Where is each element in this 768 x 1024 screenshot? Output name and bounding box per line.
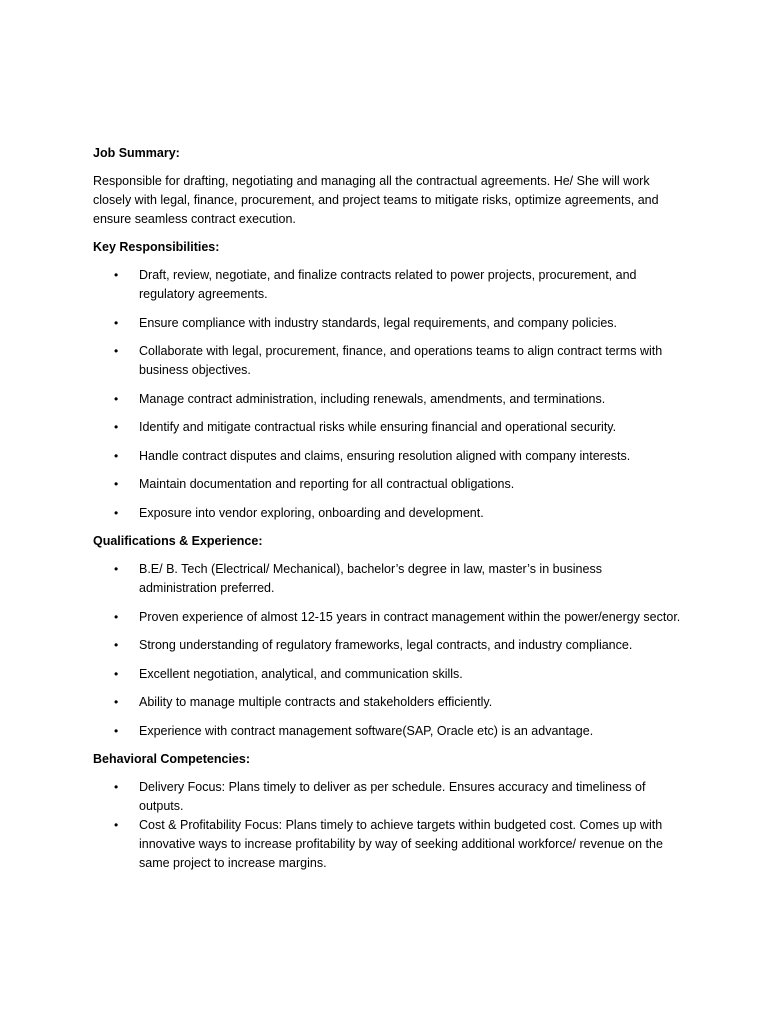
list-item-text: Exposure into vendor exploring, onboarding and development.	[139, 505, 484, 520]
list-item	[93, 560, 683, 598]
bullet-icon: •	[114, 344, 119, 358]
bullet-icon: •	[114, 420, 119, 434]
list-item-text: B.E/ B. Tech (Electrical/ Mechanical), bachelor’s degree in law, master’s in business administration preferred.	[139, 562, 602, 595]
list-item-text: Collaborate with legal, procurement, finance, and operations teams to align contract terms with business objectives.	[139, 344, 663, 377]
list-item	[93, 778, 683, 816]
job-summary-heading: Job Summary:	[93, 146, 180, 160]
list-item	[93, 608, 683, 627]
list-item	[93, 342, 683, 380]
bullet-icon: •	[114, 391, 119, 406]
behavioral-competencies-heading: Behavioral Competencies:	[93, 752, 250, 766]
list-item	[93, 816, 683, 873]
list-item	[93, 636, 683, 655]
qualifications-list	[93, 560, 683, 741]
bullet-icon: •	[114, 638, 119, 652]
list-item	[93, 693, 683, 712]
bullet-icon: •	[114, 723, 119, 738]
list-item	[93, 447, 683, 466]
bullet-icon: •	[114, 448, 119, 463]
list-item-text: Draft, review, negotiate, and finalize contracts related to power projects, procurement, and regulatory agreements.	[139, 268, 637, 301]
list-item-text: Strong understanding of regulatory frameworks, legal contracts, and industry compliance.	[139, 638, 633, 652]
list-item-text: Excellent negotiation, analytical, and communication skills.	[139, 666, 463, 681]
behavioral-competencies-list	[93, 778, 683, 873]
list-item	[93, 266, 683, 304]
bullet-icon: •	[114, 780, 119, 794]
bullet-icon: •	[114, 609, 119, 624]
list-item-text: Proven experience of almost 12-15 years in contract management within the power/energy sector.	[139, 609, 681, 624]
list-item-text: Experience with contract management software(SAP, Oracle etc) is an advantage.	[139, 723, 594, 738]
list-item	[93, 390, 683, 409]
bullet-icon: •	[114, 477, 119, 491]
list-item	[93, 475, 683, 494]
list-item	[93, 504, 683, 523]
list-item-text: Handle contract disputes and claims, ensuring resolution aligned with company interests.	[139, 448, 631, 463]
key-responsibilities-heading: Key Responsibilities:	[93, 240, 220, 254]
list-item-text: Delivery Focus: Plans timely to deliver as per schedule. Ensures accuracy and timeliness of outputs.	[139, 780, 646, 813]
bullet-icon: •	[114, 666, 119, 681]
key-responsibilities-list	[93, 266, 683, 523]
list-item-text: Identify and mitigate contractual risks while ensuring financial and operational security.	[139, 420, 617, 434]
bullet-icon: •	[114, 818, 119, 832]
list-item-text: Cost & Profitability Focus: Plans timely to achieve targets within budgeted cost. Comes up with innovative ways to increase profitability by way of seeking additional workforce/ revenue on the same project to increase margins.	[139, 818, 663, 870]
list-item	[93, 314, 683, 333]
list-item	[93, 665, 683, 684]
job-summary-text: Responsible for drafting, negotiating and managing all the contractual agreements. He/ She will work closely with legal, finance, procurement, and project teams to mitigate risks, optimize agreements, and ensure seamless contract execution.	[93, 174, 659, 226]
qualifications-heading: Qualifications & Experience:	[93, 534, 263, 548]
bullet-icon: •	[114, 695, 119, 709]
bullet-icon: •	[114, 505, 119, 520]
bullet-icon: •	[114, 268, 119, 282]
list-item	[93, 722, 683, 741]
list-item-text: Ability to manage multiple contracts and stakeholders efficiently.	[139, 695, 493, 709]
list-item-text: Ensure compliance with industry standards, legal requirements, and company policies.	[139, 315, 618, 330]
list-item	[93, 418, 683, 437]
document-page	[93, 144, 683, 881]
list-item-text: Maintain documentation and reporting for all contractual obligations.	[139, 477, 515, 491]
bullet-icon: •	[114, 562, 119, 576]
bullet-icon: •	[114, 315, 119, 330]
list-item-text: Manage contract administration, including renewals, amendments, and terminations.	[139, 391, 606, 406]
